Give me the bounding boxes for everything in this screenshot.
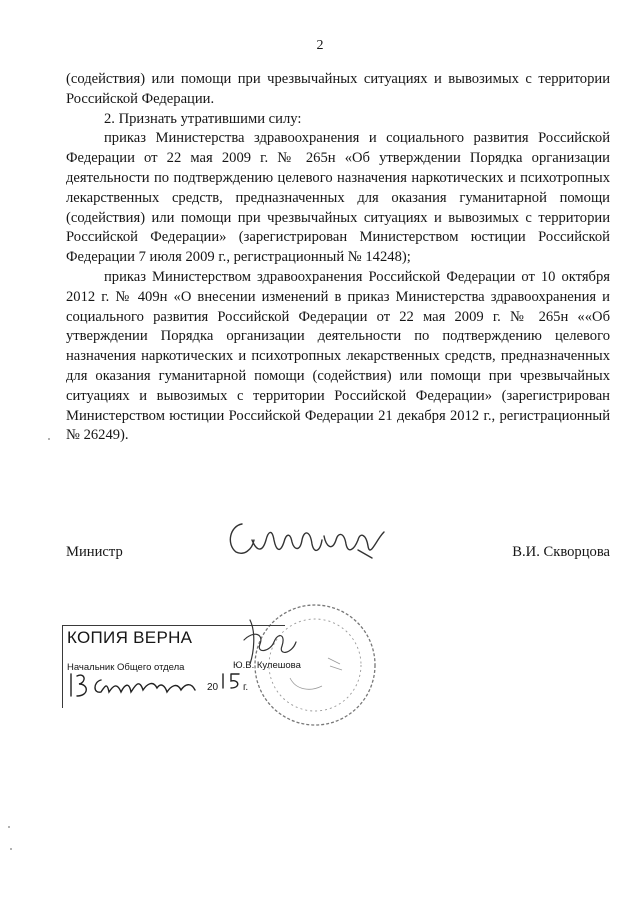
paragraph-item-2: 2. Признать утратившими силу: bbox=[104, 110, 302, 127]
paragraph-order-265n: приказ Министерства здравоохранения и социального развития Российской Федерации от 22 мая 2009 г. № 265н «Об утверждении Порядка организации деятельности по подтверждению целевого назначения наркотических и психотропных лекарственных средств, предназначенных для оказания гуманитарной помощи (содействия) или помощи при чрезвычайных ситуациях и вывозимых с территории Российской Федерации» (зарегистрирован Министерством юстиции Российской Федерации 7 июля 2009 г., регистрационный № 14248); bbox=[66, 130, 610, 266]
stamp-signature bbox=[220, 612, 310, 672]
signatory-name: В.И. Скворцова bbox=[512, 544, 610, 560]
handwritten-date bbox=[65, 668, 205, 702]
scan-speck bbox=[10, 848, 12, 850]
page-number: 2 bbox=[316, 38, 324, 53]
signatory-title: Министр bbox=[66, 544, 123, 560]
stamp-official-name: Ю.В. Кулешова bbox=[233, 660, 301, 671]
stamp-position: Начальник Общего отдела bbox=[67, 662, 185, 673]
handwritten-signature bbox=[222, 510, 402, 566]
stamp-title: КОПИЯ ВЕРНА bbox=[67, 628, 193, 647]
paragraph-continuation: (содействия) или помощи при чрезвычайных ситуациях и вывозимых с территории Российской Федерации. bbox=[66, 71, 610, 107]
scan-speck bbox=[8, 826, 10, 828]
document-body bbox=[66, 70, 610, 446]
paragraph-order-409n: приказ Министерством здравоохранения Российской Федерации от 10 октября 2012 г. № 409н «О внесении изменений в приказ Министерства здравоохранения и социального развития Российской Федерации от 22 мая 2009 г. № 265н ««Об утверждении Порядка организации деятельности по подтверждению целевого назначения наркотических и психотропных лекарственных средств, предназначенных для оказания гуманитарной помощи (содействия) или помощи при чрезвычайных ситуациях и вывозимых с территории Российской Федерации» (зарегистрирован Министерством юстиции Российской Федерации 21 декабря 2012 г., регистрационный № 26249). bbox=[66, 268, 610, 444]
stamp-year-prefix: 20 bbox=[207, 682, 219, 693]
scan-speck bbox=[48, 438, 50, 440]
stamp-year-suffix: г. bbox=[243, 682, 249, 693]
handwritten-year bbox=[217, 670, 243, 692]
